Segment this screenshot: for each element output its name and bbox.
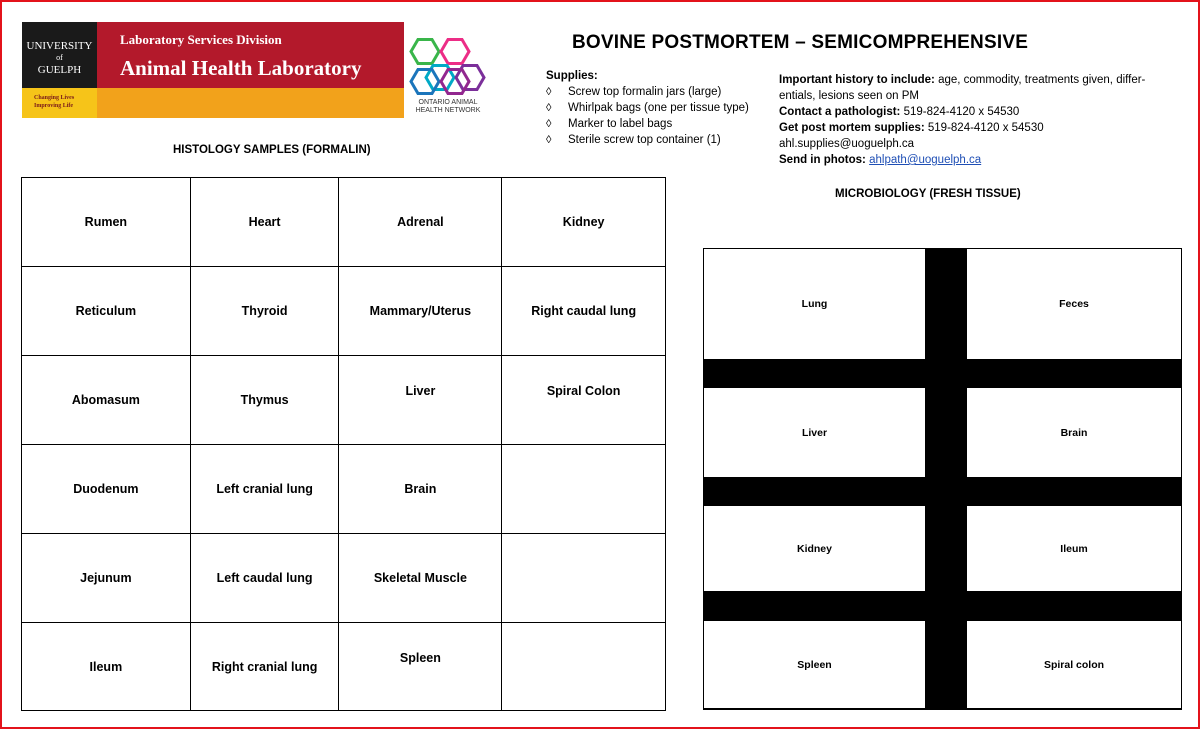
microbiology-cell: Lung (704, 249, 925, 359)
histology-title: HISTOLOGY SAMPLES (FORMALIN) (173, 144, 371, 156)
histology-cell: Abomasum (22, 356, 191, 445)
histology-cell: Duodenum (22, 445, 191, 534)
histology-cell: Thyroid (190, 267, 339, 356)
histology-cell: Right caudal lung (502, 267, 666, 356)
contact-label: Contact a pathologist: (779, 106, 901, 118)
motto: Changing Lives Improving Life (34, 95, 75, 109)
histology-cell-empty (502, 623, 666, 711)
supply-item: ◊ Whirlpak bags (one per tissue type) (546, 100, 749, 116)
histology-cell: Adrenal (339, 178, 502, 267)
supplies-phone: 519-824-4120 x 54530 (924, 122, 1044, 134)
contact-phone: 519-824-4120 x 54530 (900, 106, 1020, 118)
microbiology-cell: Brain (967, 388, 1181, 477)
microbiology-title: MICROBIOLOGY (FRESH TISSUE) (835, 188, 1021, 200)
histology-cell: Kidney (502, 178, 666, 267)
histology-cell: Spleen (339, 623, 502, 711)
photos-email-link[interactable]: ahlpath@uoguelph.ca (869, 154, 982, 166)
photos-label: Send in photos: (779, 154, 866, 166)
supplies-heading: Supplies: (546, 70, 598, 82)
histology-cell: Liver (339, 356, 502, 445)
histology-table (21, 177, 666, 711)
histology-cell-empty (502, 534, 666, 623)
histology-cell: Mammary/Uterus (339, 267, 502, 356)
microbiology-cell: Spleen (704, 621, 925, 708)
histology-cell: Thymus (190, 356, 339, 445)
histology-cell: Rumen (22, 178, 191, 267)
lab-name: Animal Health Laboratory (120, 56, 362, 80)
supply-item: ◊ Screw top formalin jars (large) (546, 84, 749, 100)
histology-cell: Ileum (22, 623, 191, 711)
oahn-name: ONTARIO ANIMAL HEALTH NETWORK (415, 99, 481, 114)
histology-cell: Spiral Colon (502, 356, 666, 445)
microbiology-cell: Ileum (967, 506, 1181, 591)
microbiology-grid (703, 248, 1182, 710)
histology-cell: Reticulum (22, 267, 191, 356)
history-text-cont: entials, lesions seen on PM (779, 90, 919, 102)
microbiology-cell: Feces (967, 249, 1181, 359)
supplies-list (546, 68, 749, 148)
contact-info (779, 72, 1179, 168)
microbiology-cell: Spiral colon (967, 621, 1181, 708)
supplies-email: ahl.supplies@uoguelph.ca (779, 138, 915, 150)
history-label: Important history to include: (779, 74, 935, 86)
supplies-phone-label: Get post mortem supplies: (779, 122, 925, 134)
histology-cell: Skeletal Muscle (339, 534, 502, 623)
microbiology-cell: Kidney (704, 506, 925, 591)
supply-item: ◊ Sterile screw top container (1) (546, 132, 749, 148)
banner-stripe (22, 88, 404, 118)
microbiology-cell: Liver (704, 388, 925, 477)
histology-cell: Right cranial lung (190, 623, 339, 711)
histology-cell-empty (502, 445, 666, 534)
lab-banner (22, 22, 404, 118)
history-text: age, commodity, treatments given, differ- (934, 74, 1146, 86)
division-name: Laboratory Services Division (120, 32, 282, 47)
histology-cell: Jejunum (22, 534, 191, 623)
histology-cell: Left caudal lung (190, 534, 339, 623)
page-title: BOVINE POSTMORTEM – SEMICOMPREHENSIVE (572, 32, 1029, 53)
histology-cell: Left cranial lung (190, 445, 339, 534)
university-logo: UNIVERSITY of GUELPH (22, 22, 97, 88)
histology-cell: Heart (190, 178, 339, 267)
histology-cell: Brain (339, 445, 502, 534)
supply-item: ◊ Marker to label bags (546, 116, 749, 132)
